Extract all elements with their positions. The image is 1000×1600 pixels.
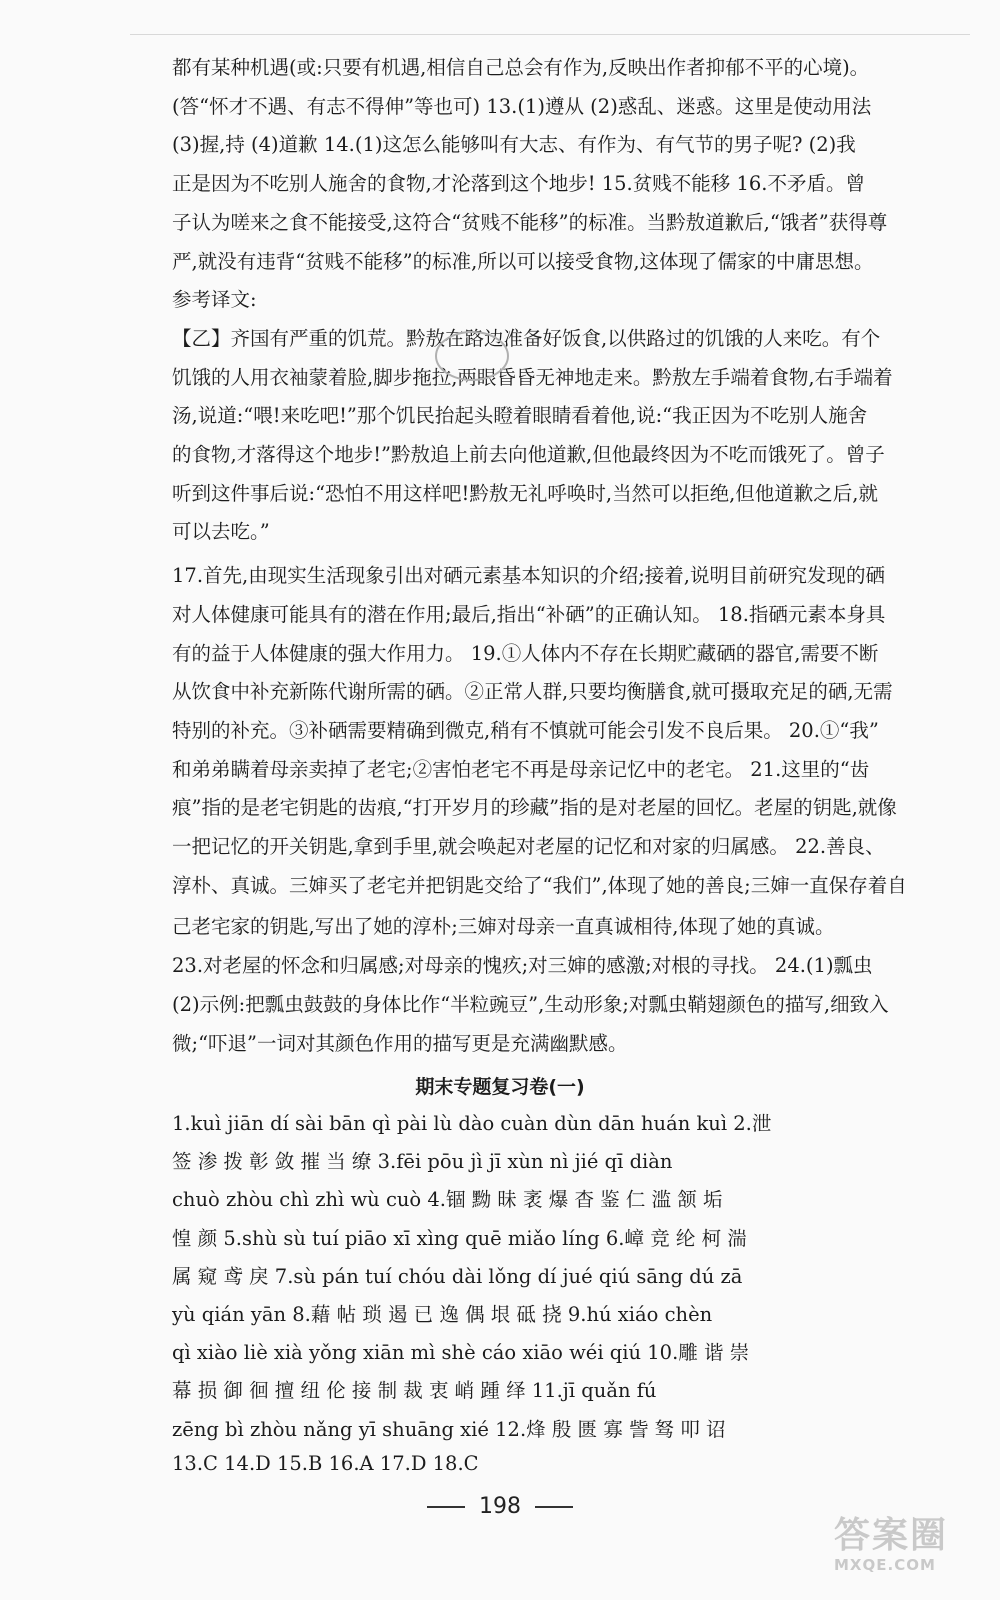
answer-line: (3)握,持 (4)道歉 14.(1)这怎么能够叫有大志、有作为、有气节的男子呢? (2)我 xyxy=(172,133,856,157)
pinyin-line: qì xiào liè xià yǒng xiān mì shè cáo xiāo wéi qiú 10.雕 谐 崇 xyxy=(172,1341,750,1365)
answer-line: 都有某种机遇(或:只要有机遇,相信自己总会有作为,反映出作者抑郁不平的心境)。 xyxy=(172,56,870,79)
answer-line: 从饮食中补充新陈代谢所需的硒。②正常人群,只要均衡膳食,就可摄取充足的硒,无需 xyxy=(172,680,893,704)
answer-line: 有的益于人体健康的强大作用力。 19.①人体内不存在长期贮藏硒的器官,需要不断 xyxy=(172,641,879,665)
pinyin-line: 幕 损 御 徊 擅 纽 伦 接 制 裁 衷 峭 踵 绎 11.jī quǎn fú xyxy=(172,1379,657,1403)
answer-line: 特别的补充。③补硒需要精确到微克,稍有不慎就可能会引发不良后果。 20.①“我” xyxy=(172,718,879,742)
answer-line: (2)示例:把瓢虫鼓鼓的身体比作“半粒豌豆”,生动形象;对瓢虫鞘翅颜色的描写,细致入 xyxy=(172,992,889,1016)
answer-line: 23.对老屋的怀念和归属感;对母亲的愧疚;对三婶的感激;对根的寻找。 24.(1)瓢虫 xyxy=(172,954,873,978)
section-title: 期末专题复习卷(一) xyxy=(415,1076,585,1098)
answer-line: 一把记忆的开关钥匙,拿到手里,就会唤起对老屋的记忆和对家的归属感。 22.善良、 xyxy=(172,835,885,858)
pinyin-line: 惶 颜 5.shù sù tuí piāo xī xìng quē miǎo líng 6.嶂 竞 纶 柯 湍 xyxy=(172,1226,747,1250)
answer-line: 微;“吓退”一词对其颜色作用的描写更是充满幽默感。 xyxy=(172,1031,628,1055)
watermark-text: 答案圈 xyxy=(834,1515,949,1556)
answer-line: 子认为嗟来之食不能接受,这符合“贫贱不能移”的标准。当黔敖道歉后,“饿者”获得尊 xyxy=(172,210,888,234)
answer-line: 17.首先,由现实生活现象引出对硒元素基本知识的介绍;接着,说明目前研究发现的硒 xyxy=(172,564,885,588)
answer-line: 严,就没有违背“贫贱不能移”的标准,所以可以接受食物,这体现了儒家的中庸思想。 xyxy=(172,249,874,273)
answer-line: 己老宅家的钥匙,写出了她的淳朴;三婶对母亲一直真诚相待,体现了她的真诚。 xyxy=(172,915,835,939)
pinyin-line: yù qián yān 8.藉 帖 琐 遏 已 逸 偶 垠 砥 挠 9.hú xiáo chèn xyxy=(172,1303,713,1326)
pinyin-line: 签 渗 拨 彰 敛 摧 当 缭 3.fēi pōu jì jī xùn nì jié qī diàn xyxy=(172,1150,673,1174)
answer-line: 饥饿的人用衣袖蒙着脸,脚步拖拉,两眼昏昏无神地走来。黔敖左手端着食物,右手端着 xyxy=(172,365,893,389)
page-number-dash-left xyxy=(427,1506,465,1508)
page-number-text: 198 xyxy=(479,1494,521,1519)
answer-line: 听到这件事后说:“恐怕不用这样吧!黔敖无礼呼唤时,当然可以拒绝,但他道歉之后,就 xyxy=(172,481,878,505)
header-rule xyxy=(130,34,970,35)
pinyin-line: 13.C 14.D 15.B 16.A 17.D 18.C xyxy=(172,1451,479,1475)
watermark-logo xyxy=(834,1516,984,1586)
pinyin-line: zēng bì zhòu nǎng yī shuāng xié 12.烽 殷 匮 寡 訾 驽 叩 诏 xyxy=(172,1417,726,1441)
pinyin-line: 属 窥 鸢 戾 7.sù pán tuí chóu dài lǒng dí jué qiú sāng dú zā xyxy=(172,1264,743,1288)
answer-line: 对人体健康可能具有的潜在作用;最后,指出“补硒”的正确认知。 18.指硒元素本身具 xyxy=(172,602,886,626)
answer-line: 痕”指的是老宅钥匙的齿痕,“打开岁月的珍藏”指的是对老屋的回忆。老屋的钥匙,就像 xyxy=(172,796,897,820)
pinyin-line: 1.kuì jiān dí sài bān qì pài lù dào cuàn dùn dān huán kuì 2.泄 xyxy=(172,1112,772,1135)
answer-line: 汤,说道:“喂!来吃吧!”那个饥民抬起头瞪着眼睛看着他,说:“我正因为不吃别人施舍 xyxy=(172,404,868,428)
pinyin-line: chuò zhòu chì zhì wù cuò 4.锢 黝 昧 袤 爆 杳 鉴 仁 滥 颔 垢 xyxy=(172,1188,723,1212)
answer-line: 正是因为不吃别人施舍的食物,才沦落到这个地步! 15.贫贱不能移 16.不矛盾。曾 xyxy=(172,172,865,196)
answer-line: 【乙】齐国有严重的饥荒。黔敖在路边准备好饭食,以供路过的饥饿的人来吃。有个 xyxy=(172,326,881,350)
answer-line: 参考译文: xyxy=(172,288,257,312)
answer-line: 和弟弟瞒着母亲卖掉了老宅;②害怕老宅不再是母亲记忆中的老宅。 21.这里的“齿 xyxy=(172,757,870,781)
stamp-mark xyxy=(432,328,512,384)
answer-line: 可以去吃。” xyxy=(172,520,270,544)
answer-line: 淳朴、真诚。三婶买了老宅并把钥匙交给了“我们”,体现了她的善良;三婶一直保存着自 xyxy=(172,873,907,897)
page-number-dash-right xyxy=(535,1506,573,1508)
answer-line: (答“怀才不遇、有志不得伸”等也可) 13.(1)遵从 (2)惑乱、迷惑。这里是使动用法 xyxy=(172,94,872,118)
answer-line: 的食物,才落得这个地步!”黔敖追上前去向他道歉,但他最终因为不吃而饿死了。曾子 xyxy=(172,443,885,466)
watermark-url: MXQE.COM xyxy=(834,1556,936,1574)
